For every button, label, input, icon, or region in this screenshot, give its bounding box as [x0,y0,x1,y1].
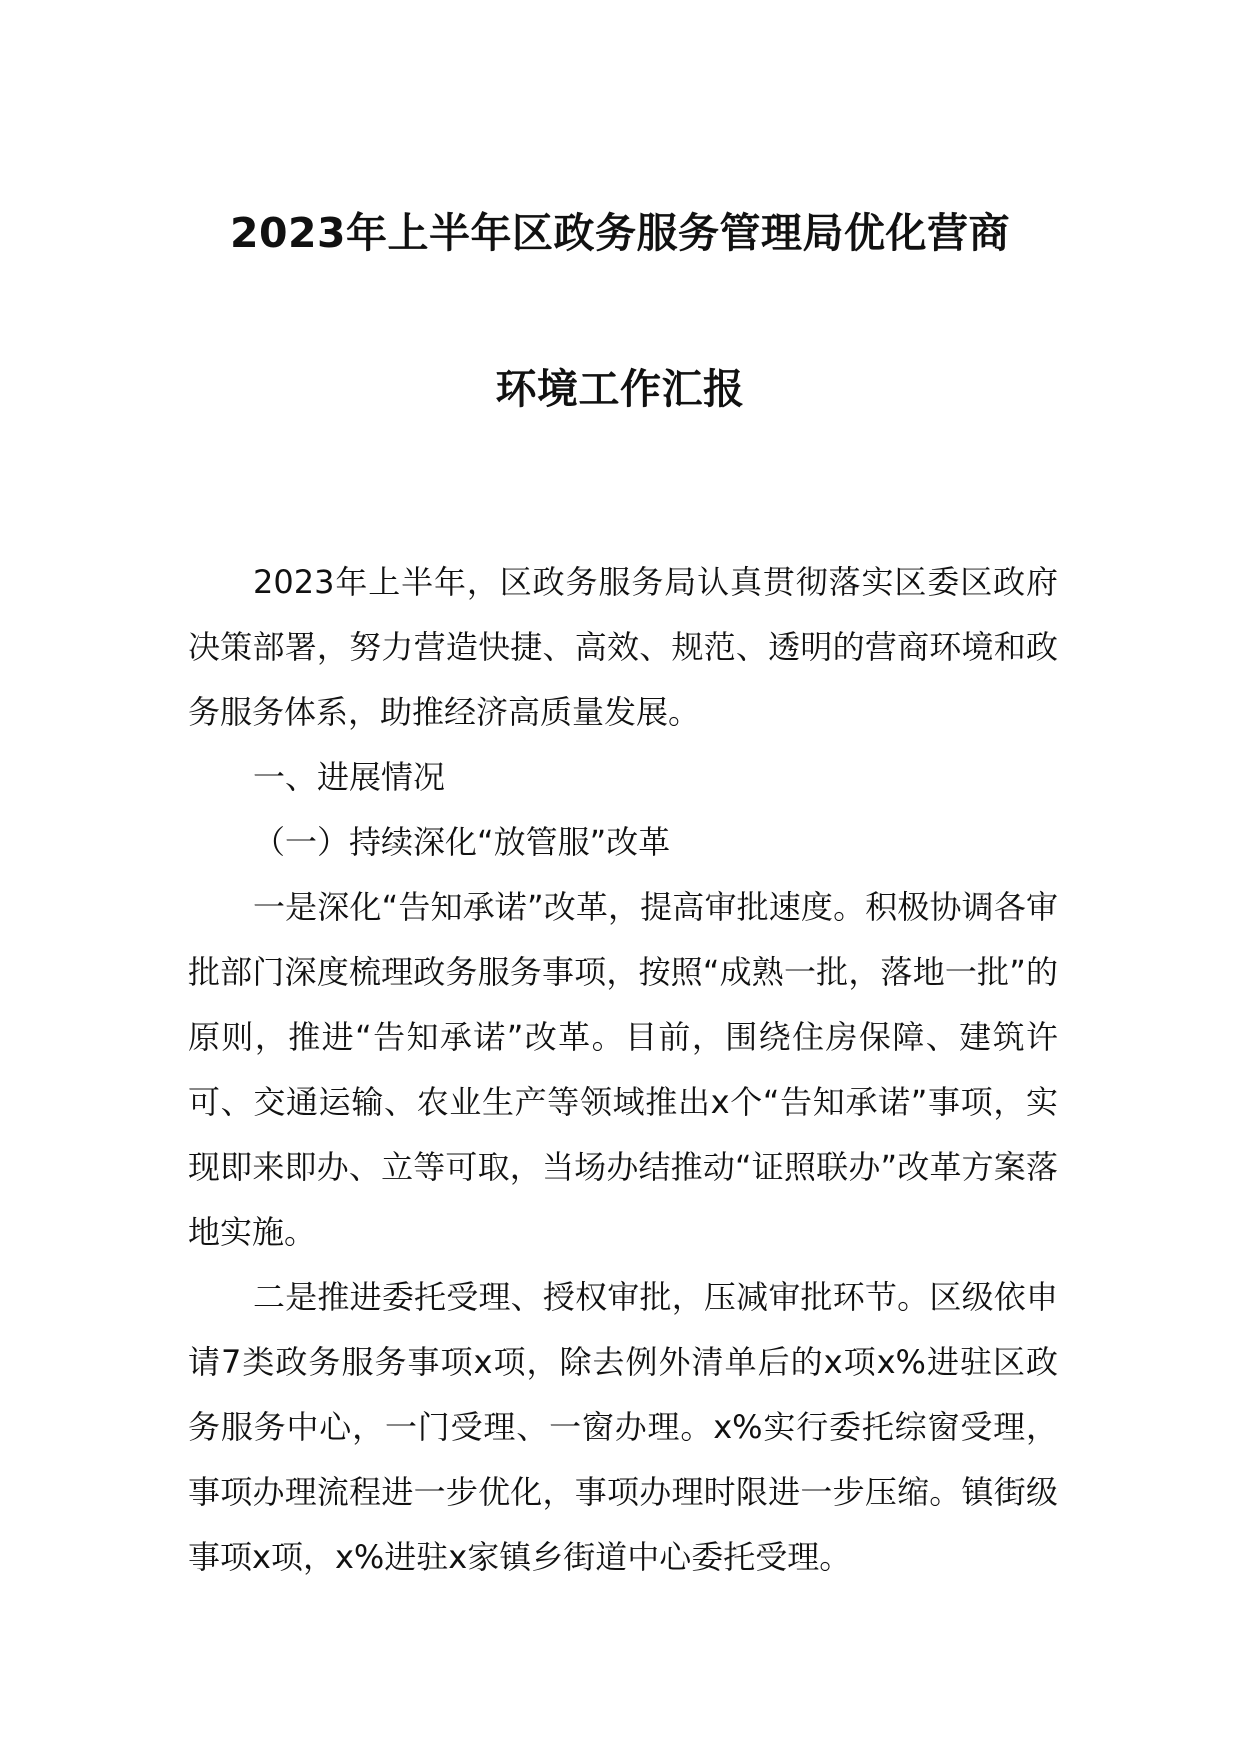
intro-paragraph: 2023年上半年，区政务服务局认真贯彻落实区委区政府决策部署，努力营造快捷、高效、规范、透明的营商环境和政务服务体系，助推经济高质量发展。 [188,563,1058,731]
document-title-line-1: 2023年上半年区政务服务管理局优化营商 [229,209,1011,257]
document-body [188,550,1058,1590]
body-paragraph-2: 二是推进委托受理、授权审批，压减审批环节。区级依申请7类政务服务事项x项，除去例外清单后的x项x%进驻区政务服务中心，一门受理、一窗办理。x%实行委托综窗受理，事项办理流程进一步优化，事项办理时限进一步压缩。镇街级事项x项，x%进驻x家镇乡街道中心委托受理。 [188,1278,1058,1576]
subsection-heading: （一）持续深化“放管服”改革 [253,823,671,861]
document-title-line-2: 环境工作汇报 [495,365,745,413]
body-paragraph-1: 一是深化“告知承诺”改革，提高审批速度。积极协调各审批部门深度梳理政务服务事项，按照“成熟一批，落地一批”的原则，推进“告知承诺”改革。目前，围绕住房保障、建筑许可、交通运输、农业生产等领域推出x个“告知承诺”事项，实现即来即办、立等可取，当场办结推动“证照联办”改革方案落地实施。 [188,888,1058,1251]
section-heading: 一、进展情况 [253,758,446,796]
